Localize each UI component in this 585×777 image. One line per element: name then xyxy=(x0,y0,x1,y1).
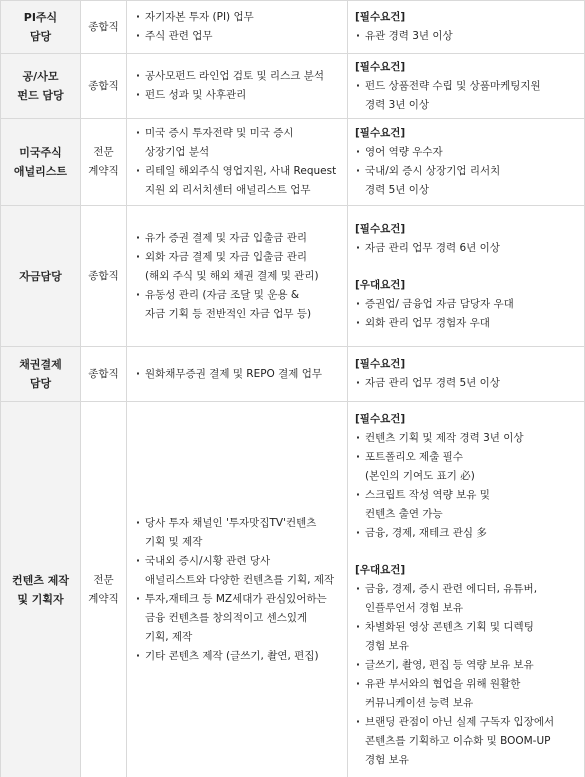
job-title: 담당 xyxy=(29,30,52,43)
job-title: 애널리스트 xyxy=(13,165,68,178)
requirement-item xyxy=(355,239,578,258)
requirement-text: · 자금 관리 업무 경력 6년 이상 xyxy=(365,241,500,254)
duty-item xyxy=(135,365,341,384)
requirement-text: · 펀드 상품전략 수립 및 상품마케팅지원 xyxy=(365,79,541,92)
employment-type: 종합직 xyxy=(88,79,119,92)
job-title: 채권결제 xyxy=(19,358,62,371)
requirement-text: · 외화 관리 업무 경험자 우대 xyxy=(365,316,490,329)
employment-type: 종합직 xyxy=(88,367,119,380)
duty-list xyxy=(135,67,341,105)
duty-text: · 리테일 해외주식 영업지원, 사내 Request xyxy=(145,165,337,177)
requirement-item xyxy=(355,524,578,543)
table-row xyxy=(1,402,585,777)
requirement-section-title: [필수요건] xyxy=(355,11,406,23)
duty-item xyxy=(135,27,341,46)
duty-text: · 원화채무증권 결제 및 REPO 결제 업무 xyxy=(145,367,323,380)
requirement-text: · 포트폴리오 제출 필수 xyxy=(365,450,463,463)
requirement-section-title: [필수요건] xyxy=(355,412,406,425)
duty-list xyxy=(135,514,341,666)
employment-type: 전문 xyxy=(93,146,114,158)
requirement-section-title: [필수요건] xyxy=(355,127,406,139)
job-title-cell xyxy=(1,402,81,777)
duty-text: · 주식 관련 업무 xyxy=(145,30,213,42)
duty-list xyxy=(135,124,341,200)
requirement-section xyxy=(355,276,578,333)
table-row xyxy=(1,54,585,119)
requirement-item xyxy=(355,162,578,200)
job-title-cell xyxy=(1,1,81,54)
employment-type: 종합직 xyxy=(88,20,119,33)
duty-text: · 자기자본 투자 (PI) 업무 xyxy=(145,11,254,23)
requirement-item xyxy=(355,374,578,393)
table-row xyxy=(1,347,585,402)
requirement-section-title: [필수요건] xyxy=(355,358,406,370)
requirement-text: 경력 3년 이상 xyxy=(365,98,430,111)
requirement-item xyxy=(355,713,578,770)
job-title: 컨텐츠 제작 xyxy=(12,573,69,587)
duty-item xyxy=(135,514,341,552)
requirement-list xyxy=(355,239,578,258)
employment-type-cell xyxy=(81,347,127,402)
duty-text: 애널리스트와 다양한 컨텐츠를 기획, 제작 xyxy=(145,573,335,586)
requirement-section-title: [필수요건] xyxy=(355,222,406,235)
duties-cell xyxy=(127,54,348,119)
requirement-section xyxy=(355,58,578,115)
requirement-text: 컨텐츠 출연 가능 xyxy=(365,507,443,520)
duty-text: · 기타 콘텐츠 제작 (글쓰기, 촬연, 편집) xyxy=(145,649,319,662)
requirement-list xyxy=(355,77,578,115)
requirement-item xyxy=(355,77,578,115)
job-title: 공/사모 xyxy=(22,70,59,83)
duty-text: 기획 및 제작 xyxy=(145,535,203,548)
requirement-text: · 유관 부서와의 협업을 위해 원활한 xyxy=(365,677,521,690)
requirement-text: · 자금 관리 업무 경력 5년 이상 xyxy=(365,377,500,389)
requirement-text: · 컨텐츠 기획 및 제작 경력 3년 이상 xyxy=(365,431,524,444)
requirement-text: · 스크립트 작성 역량 보유 및 xyxy=(365,488,490,501)
requirement-text: · 차별화된 영상 콘텐츠 기획 및 디렉팅 xyxy=(365,620,534,633)
requirement-item xyxy=(355,27,578,46)
requirement-text: · 금융, 경제, 재테크 관심 多 xyxy=(365,526,487,539)
requirement-item xyxy=(355,143,578,162)
requirement-section-title: [필수요건] xyxy=(355,60,406,73)
duty-text: · 외화 자금 결제 및 자금 입출금 관리 xyxy=(145,250,308,263)
requirement-text: 경험 보유 xyxy=(365,639,409,652)
job-title: 및 기획자 xyxy=(17,592,64,606)
duty-text: · 펀드 성과 및 사후관리 xyxy=(145,89,247,101)
requirement-list xyxy=(355,374,578,393)
duty-item xyxy=(135,248,341,286)
job-title: 펀드 담당 xyxy=(17,89,64,102)
requirements-cell xyxy=(348,402,585,777)
duties-cell xyxy=(127,206,348,347)
duty-text: · 공사모펀드 라인업 검토 및 리스크 분석 xyxy=(145,70,324,82)
table-row xyxy=(1,1,585,54)
employment-type: 계약직 xyxy=(88,165,119,177)
duty-text: · 유동성 관리 (자금 조달 및 운용 & xyxy=(145,288,300,301)
requirement-item xyxy=(355,580,578,618)
employment-type-cell xyxy=(81,54,127,119)
requirement-item xyxy=(355,448,578,486)
requirement-list xyxy=(355,27,578,46)
employment-type-cell xyxy=(81,402,127,777)
job-title-cell xyxy=(1,119,81,206)
duty-item xyxy=(135,162,341,200)
employment-type: 종합직 xyxy=(88,269,119,282)
requirement-text: 경험 보유 xyxy=(365,753,409,766)
duty-item xyxy=(135,647,341,666)
duty-text: (해외 주식 및 해외 채권 결제 및 관리) xyxy=(145,269,319,282)
requirement-section-title: [우대요건] xyxy=(355,278,406,291)
duty-item xyxy=(135,67,341,86)
requirement-section xyxy=(355,8,578,46)
duty-text: 지원 외 리서치센터 애널리스트 업무 xyxy=(145,184,311,196)
requirement-item xyxy=(355,429,578,448)
requirement-text: 경력 5년 이상 xyxy=(365,184,430,196)
requirement-text: · 글쓰기, 촬영, 편집 등 역량 보유 보유 xyxy=(365,658,534,671)
table-row xyxy=(1,206,585,347)
employment-type-cell xyxy=(81,206,127,347)
requirements-cell xyxy=(348,54,585,119)
employment-type-cell xyxy=(81,1,127,54)
requirement-text: · 국내/외 증시 상장기업 리서치 xyxy=(365,165,501,177)
requirement-text: · 브랜딩 관점이 아닌 실제 구독자 입장에서 xyxy=(365,715,555,728)
requirement-section xyxy=(355,355,578,393)
requirements-cell xyxy=(348,119,585,206)
duty-text: · 당사 투자 채널인 '투자맛집TV'컨텐츠 xyxy=(145,516,317,529)
requirements-cell xyxy=(348,206,585,347)
employment-type: 전문 xyxy=(93,573,114,586)
requirements-cell xyxy=(348,347,585,402)
duty-text: · 유가 증권 결제 및 자금 입출금 관리 xyxy=(145,231,308,244)
duty-item xyxy=(135,552,341,590)
requirement-text: · 금융, 경제, 증시 관련 에디터, 유튜버, xyxy=(365,582,538,595)
duty-item xyxy=(135,86,341,105)
requirement-section xyxy=(355,410,578,543)
duty-list xyxy=(135,365,341,384)
requirement-item xyxy=(355,295,578,314)
requirement-section-title: [우대요건] xyxy=(355,563,406,576)
duty-item xyxy=(135,229,341,248)
requirement-section xyxy=(355,124,578,200)
duty-text: · 국내외 증시/시황 관련 당사 xyxy=(145,554,271,567)
job-title-cell xyxy=(1,347,81,402)
requirement-text: · 증권업/ 금융업 자금 담당자 우대 xyxy=(365,297,514,310)
job-title: 미국주식 xyxy=(19,146,62,159)
job-title-cell xyxy=(1,54,81,119)
duty-text: · 투자,재테크 등 MZ세대가 관심있어하는 xyxy=(145,592,327,605)
job-title-cell xyxy=(1,206,81,347)
requirement-text: (본인의 기여도 표기 必) xyxy=(365,469,475,482)
requirement-list xyxy=(355,143,578,200)
job-title: 자금담당 xyxy=(19,269,62,283)
requirement-text: 콘텐츠를 기획하고 이슈화 및 BOOM-UP xyxy=(365,734,551,747)
requirement-text: 커뮤니케이션 능력 보유 xyxy=(365,696,474,709)
duty-text: 자금 기획 등 전반적인 자금 업무 등) xyxy=(145,307,312,320)
duty-item xyxy=(135,8,341,27)
requirement-list xyxy=(355,580,578,770)
requirement-item xyxy=(355,675,578,713)
duty-item xyxy=(135,124,341,162)
requirement-list xyxy=(355,295,578,333)
requirement-text: 인플루언서 경험 보유 xyxy=(365,601,463,614)
employment-type-cell xyxy=(81,119,127,206)
job-postings-body xyxy=(1,1,585,777)
duty-text: 금융 컨텐츠를 창의적이고 센스있게 xyxy=(145,611,308,624)
duty-text: 상장기업 분석 xyxy=(145,146,210,158)
duty-list xyxy=(135,229,341,324)
duties-cell xyxy=(127,1,348,54)
job-title: 담당 xyxy=(29,377,52,390)
requirement-section xyxy=(355,561,578,770)
requirement-text: · 영어 역량 우수자 xyxy=(365,146,443,158)
job-title: PI주식 xyxy=(23,11,58,24)
requirement-item xyxy=(355,314,578,333)
duties-cell xyxy=(127,119,348,206)
duties-cell xyxy=(127,347,348,402)
requirement-list xyxy=(355,429,578,543)
table-row xyxy=(1,119,585,206)
employment-type: 계약직 xyxy=(88,592,119,605)
duties-cell xyxy=(127,402,348,777)
duty-item xyxy=(135,286,341,324)
requirements-cell xyxy=(348,1,585,54)
requirement-section xyxy=(355,220,578,258)
requirement-item xyxy=(355,618,578,656)
requirement-item xyxy=(355,486,578,524)
duty-item xyxy=(135,590,341,647)
duty-text: 기획, 제작 xyxy=(145,630,193,643)
requirement-item xyxy=(355,656,578,675)
requirement-text: · 유관 경력 3년 이상 xyxy=(365,30,453,42)
duty-list xyxy=(135,8,341,46)
duty-text: · 미국 증시 투자전략 및 미국 증시 xyxy=(145,127,294,139)
